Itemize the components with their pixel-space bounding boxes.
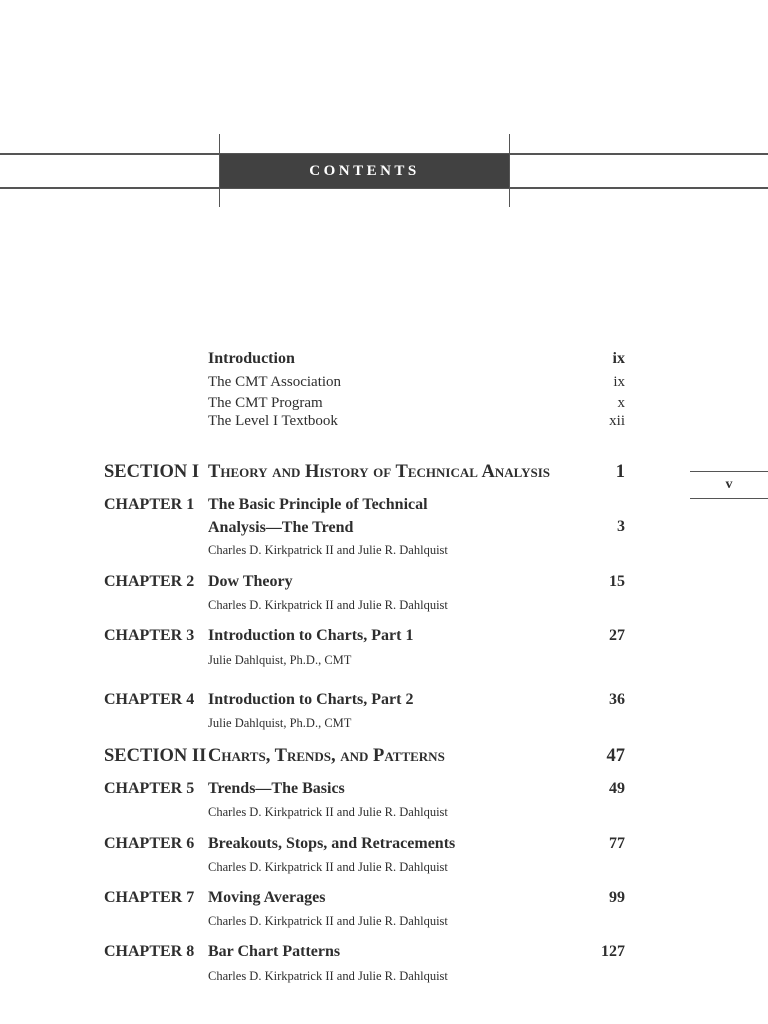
- intro-item-page: ix: [613, 374, 625, 390]
- section-page: 1: [615, 462, 625, 482]
- chapter-label: CHAPTER 5: [104, 780, 195, 797]
- chapter-author: Julie Dahlquist, Ph.D., CMT: [208, 653, 352, 667]
- chapter-title: Bar Chart Patterns: [208, 943, 341, 960]
- intro-item-page: x: [617, 395, 625, 411]
- chapter-label: CHAPTER 6: [104, 835, 195, 852]
- chapter-title: Trends—The Basics: [208, 780, 345, 797]
- section-title: Theory and History of Technical Analysis: [208, 462, 551, 482]
- chapter-author: Charles D. Kirkpatrick II and Julie R. Dahlquist: [208, 914, 448, 928]
- section-label: SECTION I: [104, 462, 200, 482]
- chapter-label: CHAPTER 4: [104, 691, 195, 708]
- folio-rule-bottom: [690, 498, 768, 499]
- intro-page: ix: [612, 350, 625, 367]
- chapter-label: CHAPTER 8: [104, 943, 195, 960]
- intro-title: Introduction: [208, 350, 295, 367]
- chapter-page: 36: [609, 691, 625, 708]
- chapter-author: Julie Dahlquist, Ph.D., CMT: [208, 716, 352, 730]
- chapter-title: The Basic Principle of Technical: [208, 496, 428, 513]
- chapter-label: CHAPTER 2: [104, 573, 195, 590]
- chapter-page: 77: [609, 835, 625, 852]
- chapter-page: 99: [609, 889, 625, 906]
- chapter-label: CHAPTER 3: [104, 627, 195, 644]
- contents-header: CONTENTS: [220, 154, 509, 188]
- chapter-label: CHAPTER 7: [104, 889, 195, 906]
- section-label: SECTION II: [104, 746, 207, 766]
- chapter-page: 49: [609, 780, 625, 797]
- chapter-label: CHAPTER 1: [104, 496, 195, 513]
- chapter-page: 127: [601, 943, 625, 960]
- chapter-title: Introduction to Charts, Part 2: [208, 691, 414, 708]
- chapter-title: Breakouts, Stops, and Retracements: [208, 835, 456, 852]
- intro-item-cmt-association: The CMT Association: [208, 374, 342, 390]
- chapter-title: Introduction to Charts, Part 1: [208, 627, 414, 644]
- intro-item-cmt-program: The CMT Program: [208, 395, 323, 411]
- chapter-author: Charles D. Kirkpatrick II and Julie R. Dahlquist: [208, 969, 448, 983]
- folio-page-number: v: [725, 477, 733, 492]
- chapter-author: Charles D. Kirkpatrick II and Julie R. Dahlquist: [208, 543, 448, 557]
- chapter-author: Charles D. Kirkpatrick II and Julie R. Dahlquist: [208, 860, 448, 874]
- chapter-author: Charles D. Kirkpatrick II and Julie R. Dahlquist: [208, 598, 448, 612]
- chapter-title: Moving Averages: [208, 889, 326, 906]
- chapter-page: 27: [609, 627, 625, 644]
- section-title: Charts, Trends, and Patterns: [208, 746, 445, 766]
- header-tick-right: [509, 134, 510, 207]
- intro-item-level-one-textbook: The Level I Textbook: [208, 413, 338, 429]
- chapter-title-continued: Analysis—The Trend: [208, 519, 354, 536]
- section-page: 47: [606, 746, 625, 766]
- chapter-author: Charles D. Kirkpatrick II and Julie R. Dahlquist: [208, 805, 448, 819]
- chapter-page: 3: [617, 518, 625, 535]
- intro-item-page: xii: [609, 413, 625, 429]
- chapter-title: Dow Theory: [208, 573, 293, 590]
- chapter-page: 15: [609, 573, 625, 590]
